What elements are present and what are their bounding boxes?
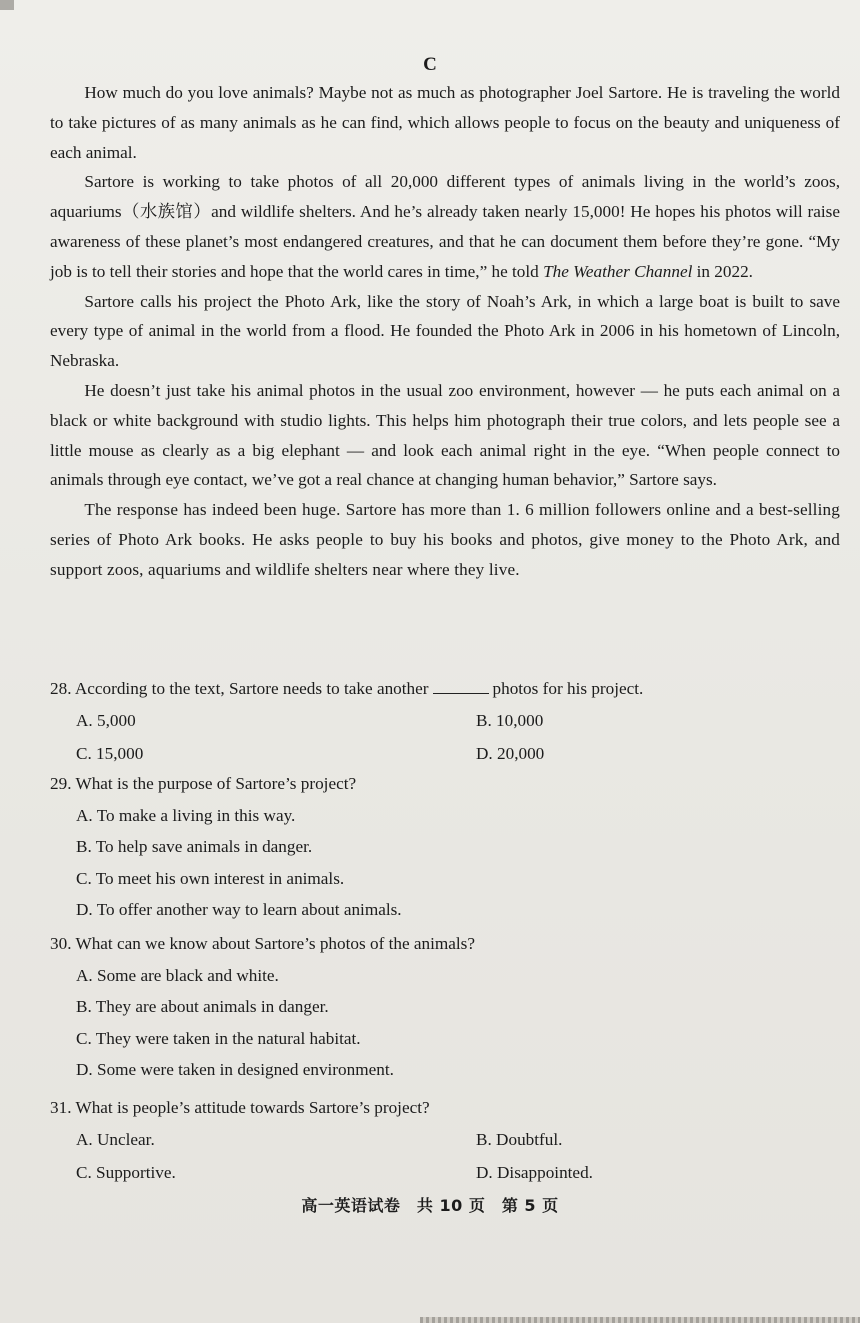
options-grid (50, 1123, 850, 1190)
option-c: C. 15,000 (76, 744, 144, 763)
option-b: B. Doubtful. (476, 1129, 563, 1149)
question-stem: 31. What is people’s attitude towards Sartore’s project? (50, 1098, 430, 1117)
options-grid (50, 704, 850, 771)
question-29 (50, 769, 850, 927)
option-d: D. To offer another way to learn about animals. (76, 900, 402, 919)
publication-title: The Weather Channel (543, 261, 693, 281)
option-a: A. Unclear. (76, 1129, 155, 1149)
option-d: D. Some were taken in designed environment. (76, 1060, 394, 1079)
question-stem: 30. What can we know about Sartore’s photos of the animals? (50, 934, 475, 953)
question-31 (50, 1093, 850, 1190)
option-d: D. 20,000 (476, 744, 545, 763)
section-heading: C (423, 54, 437, 75)
option-c: C. They were taken in the natural habitat. (76, 1028, 361, 1048)
option-a: A. 5,000 (76, 710, 136, 730)
question-28 (50, 674, 850, 771)
passage-paragraph-5: The response has indeed been huge. Sartore has more than 1. 6 million followers online and a best-selling series of Photo Ark books. He asks people to buy his books and photos, give money to the Photo Ark, and support zoos, aquariums and wildlife shelters near where they live. (50, 500, 840, 579)
question-30 (50, 929, 850, 1087)
options-list (50, 801, 850, 925)
scan-artifact-corner (0, 0, 14, 10)
question-stem: 29. What is the purpose of Sartore’s project? (50, 774, 357, 793)
option-a: A. To make a living in this way. (76, 805, 296, 825)
option-b: B. They are about animals in danger. (76, 997, 329, 1016)
passage-paragraph-3: Sartore calls his project the Photo Ark, like the story of Noah’s Ark, in which a large boat is built to save every type of animal in the world from a flood. He founded the Photo Ark in 2006 in his hometown of Lincoln, Nebraska. (50, 291, 840, 371)
option-c: C. Supportive. (76, 1163, 176, 1182)
scan-artifact-edge (420, 1317, 860, 1323)
options-list (50, 961, 850, 1085)
option-c: C. To meet his own interest in animals. (76, 868, 345, 888)
passage-paragraph-4: He doesn’t just take his animal photos in the usual zoo environment, however — he puts each animal on a black or white background with studio lights. This helps him photograph their true colors, and lets people see a little mouse as clearly as a big elephant — and look each animal right in the eye. “When people connect to animals through eye contact, we’ve got a real chance at changing human behavior,” Sartore says. (50, 380, 840, 490)
page-footer: 高一英语试卷 共 10 页 第 5 页 (301, 1196, 559, 1215)
passage-paragraph-2: Sartore is working to take photos of all 20,000 different types of animals living in the world’s zoos, aquariums（水族馆）and wildlife shelters. And he’s already taken nearly 15,000! He hopes his photos will raise awareness of these planet’s most endangered creatures, and that he can document them before they’re gone. “My job is to tell their stories and hope that the world cares in time,” he told The Weather Channel in 2022. (50, 172, 840, 281)
answer-blank (433, 677, 489, 694)
option-b: B. 10,000 (476, 710, 544, 730)
reading-passage (50, 78, 840, 585)
option-d: D. Disappointed. (476, 1163, 593, 1182)
passage-paragraph-1: How much do you love animals? Maybe not as much as photographer Joel Sartore. He is traveling the world to take pictures of as many animals as he can find, which allows people to focus on the beauty and uniqueness of each animal. (50, 83, 840, 162)
option-b: B. To help save animals in danger. (76, 837, 313, 856)
option-a: A. Some are black and white. (76, 965, 279, 985)
question-stem: 28. According to the text, Sartore needs to take another photos for his project. (50, 679, 644, 698)
